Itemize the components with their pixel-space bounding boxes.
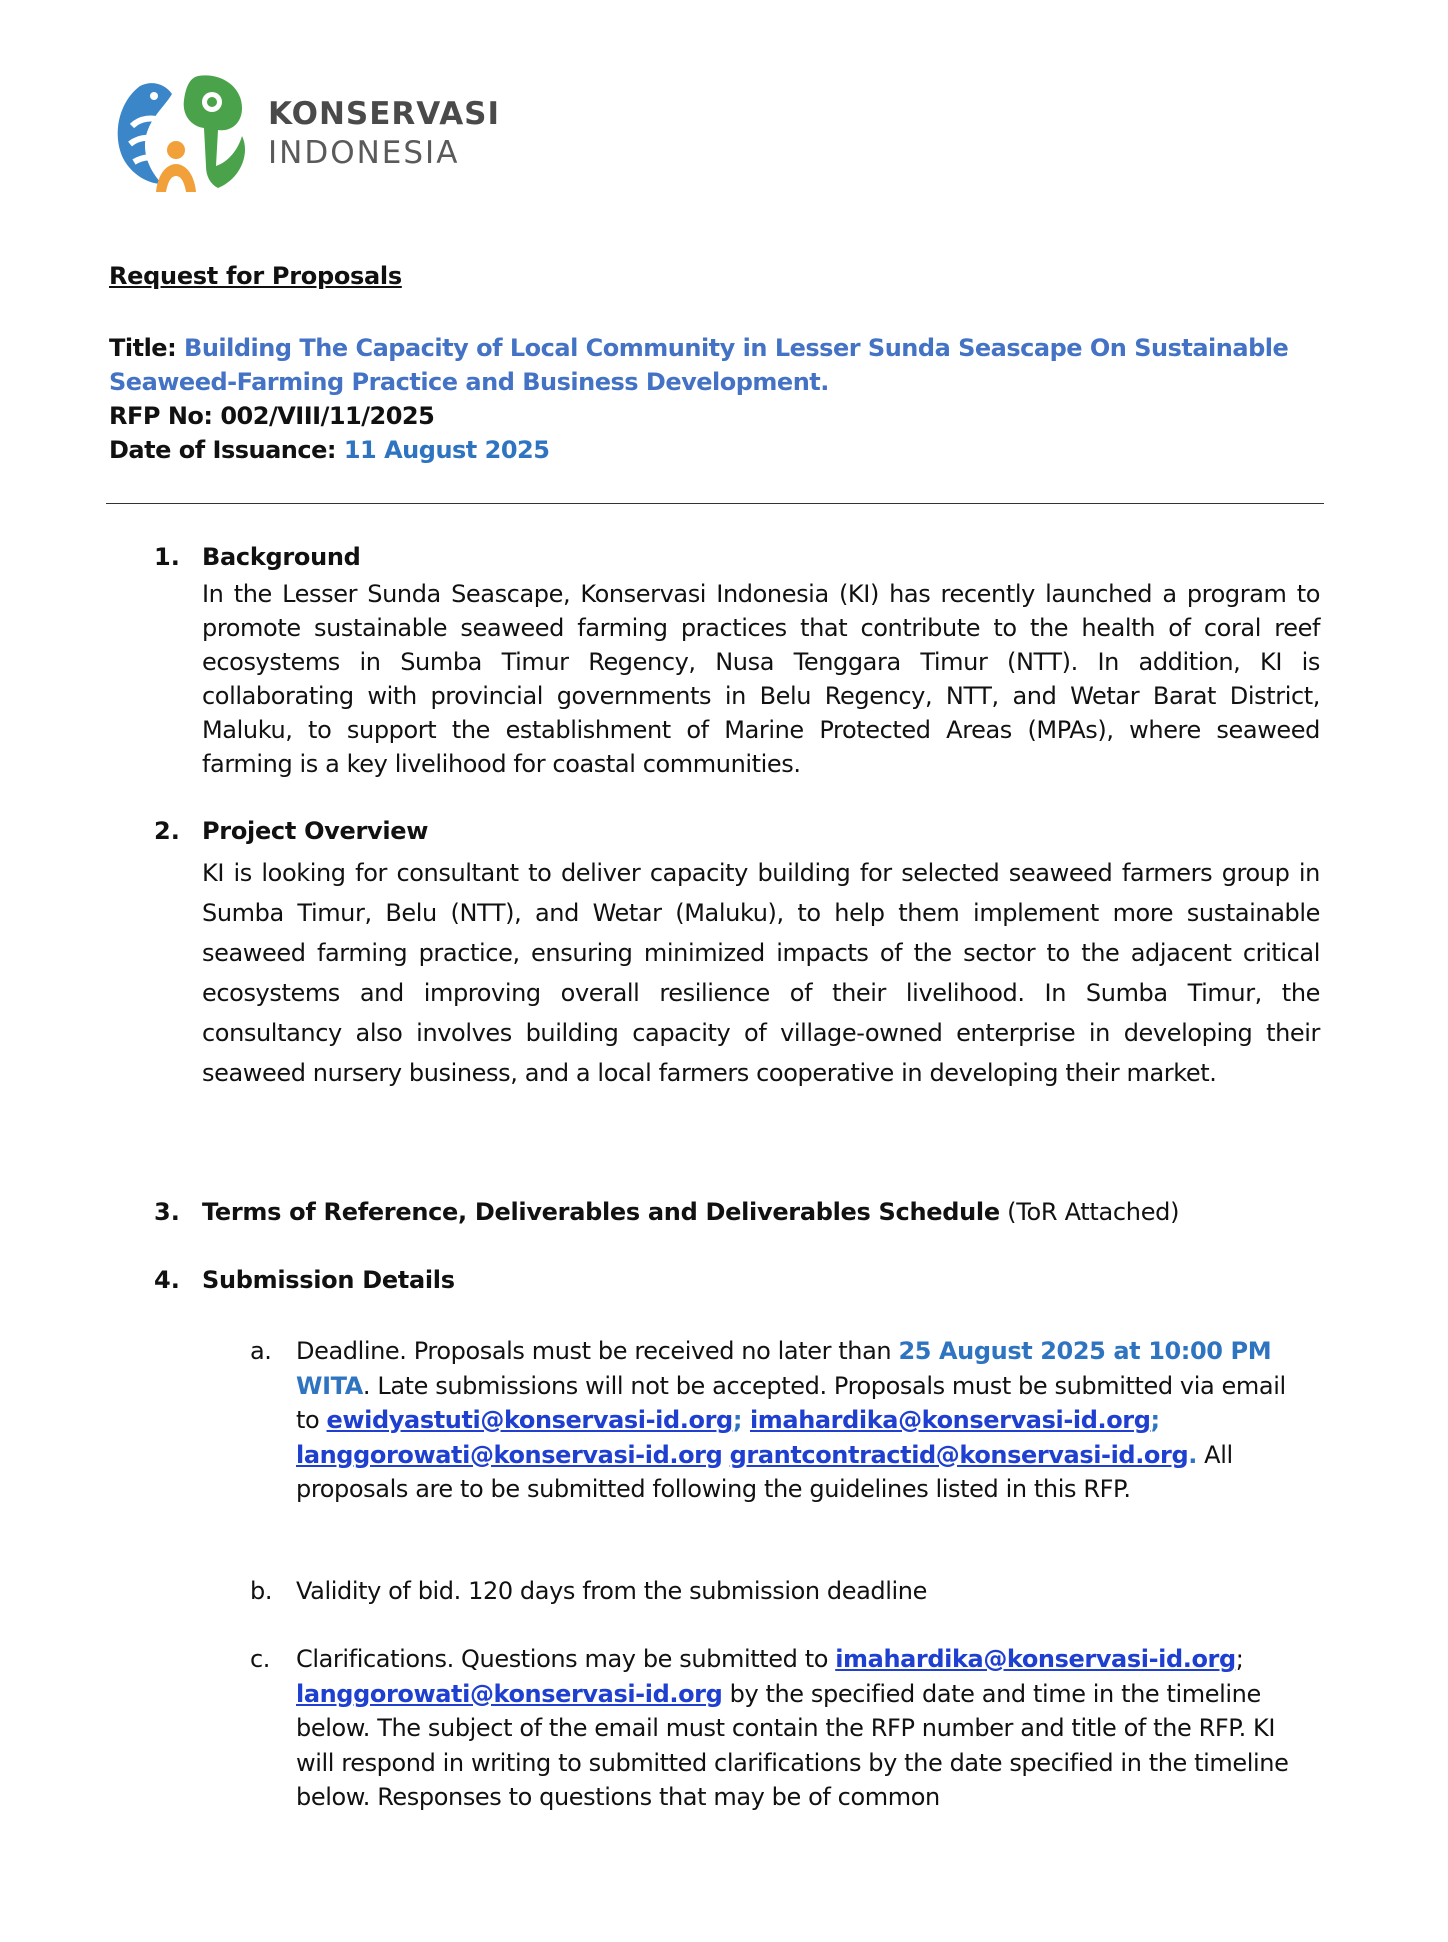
section-title: Project Overview xyxy=(202,817,429,845)
title-text-2: Seaweed-Farming Practice and Business Development. xyxy=(109,368,829,396)
email-separator: ; xyxy=(1150,1406,1160,1434)
deadline-text: . Late submissions will not be accepted. Proposals must be submitted via email to xyxy=(296,1371,1286,1434)
section-title: Submission Details xyxy=(202,1266,455,1294)
title-text-1: Building The Capacity of Local Community in Lesser Sunda Seascape On Sustainable xyxy=(184,334,1289,362)
email-link-langgorowati[interactable]: langgorowati@konservasi-id.org xyxy=(296,1679,723,1708)
logo-wordmark-line2: INDONESIA xyxy=(268,135,460,171)
page-title: Request for Proposals xyxy=(109,262,402,290)
issuance-date-label: Date of Issuance: xyxy=(109,436,336,464)
logo-wordmark-line1: KONSERVASI xyxy=(268,96,501,132)
item-letter: b. xyxy=(250,1577,273,1605)
email-link-ewidyastuti[interactable]: ewidyastuti@konservasi-id.org xyxy=(326,1406,733,1434)
email-link-grantcontractid[interactable]: grantcontractid@konservasi-id.org xyxy=(729,1440,1189,1469)
section-body: In the Lesser Sunda Seascape, Konservasi Indonesia (KI) has recently launched a program to promote sustainable seaweed farming practices that contribute to the health of coral reef ecosystems in Sumba Timur Regency, Nusa Tenggara Timur (NTT). In addition, KI is collaborating with provincial governments in Belu Regency, NTT, and Wetar Barat District, Maluku, to support the establishment of Marine Protected Areas (MPAs), where seaweed farming is a key livelihood for coastal communities. xyxy=(202,580,1320,778)
email-end-dot: . xyxy=(1188,1440,1197,1469)
section-title: Background xyxy=(202,543,361,571)
divider xyxy=(106,503,1324,504)
section-number: 3. xyxy=(154,1198,180,1226)
konservasi-indonesia-logo xyxy=(110,66,510,201)
item-text xyxy=(296,1642,1300,1815)
clarifications-intro: Clarifications. Questions may be submitted to xyxy=(296,1645,836,1673)
section-number: 2. xyxy=(154,817,180,845)
section-title-suffix: (ToR Attached) xyxy=(999,1198,1180,1226)
item-letter: a. xyxy=(250,1337,272,1365)
issuance-date-line xyxy=(109,433,1339,467)
guidelines-text: All proposals are to be submitted following the guidelines listed in this RFP. xyxy=(296,1440,1233,1503)
email-separator: ; xyxy=(1235,1645,1244,1673)
item-text xyxy=(296,1334,1300,1507)
rfp-number: RFP No: 002/VIII/11/2025 xyxy=(109,402,435,430)
section-number: 1. xyxy=(154,543,180,571)
clarifications-text: by the specified date and time in the timeline below. The subject of the email must contain the RFP number and title of the RFP. KI will respond in writing to submitted clarifications by the date specified in the timeline below. Responses to questions that may be of common xyxy=(296,1679,1289,1811)
section-body: KI is looking for consultant to deliver capacity building for selected seaweed farmers group in Sumba Timur, Belu (NTT), and Wetar (Maluku), to help them implement more sustainable seaweed farming practice, ensuring minimized impacts of the sector to the adjacent critical ecosystems and improving overall resilience of their livelihood. In Sumba Timur, the consultancy also involves building capacity of village-owned enterprise in developing their seaweed nursery business, and a local farmers cooperative in developing their market. xyxy=(202,859,1320,1087)
item-text: Validity of bid. 120 days from the submission deadline xyxy=(296,1577,927,1605)
section-title-text: Terms of Reference, Deliverables and Deliverables Schedule xyxy=(202,1198,1000,1226)
section-title xyxy=(202,1198,1179,1226)
title-line xyxy=(109,331,1339,365)
email-separator: ; xyxy=(732,1406,750,1434)
item-letter: c. xyxy=(250,1645,271,1673)
deadline-value: 25 August 2025 at 10:00 PM WITA xyxy=(296,1337,1272,1400)
email-link-langgorowati[interactable]: langgorowati@konservasi-id.org xyxy=(296,1440,723,1469)
issuance-date-value: 11 August 2025 xyxy=(343,436,550,464)
email-link-imahardika[interactable]: imahardika@konservasi-id.org xyxy=(835,1645,1236,1673)
logo-emblem-icon xyxy=(110,66,260,196)
title-label: Title: xyxy=(109,334,177,362)
email-link-imahardika[interactable]: imahardika@konservasi-id.org xyxy=(749,1406,1151,1434)
section-number: 4. xyxy=(154,1266,180,1294)
deadline-intro: Deadline. Proposals must be received no later than xyxy=(296,1337,899,1365)
rfp-meta xyxy=(109,331,1339,467)
